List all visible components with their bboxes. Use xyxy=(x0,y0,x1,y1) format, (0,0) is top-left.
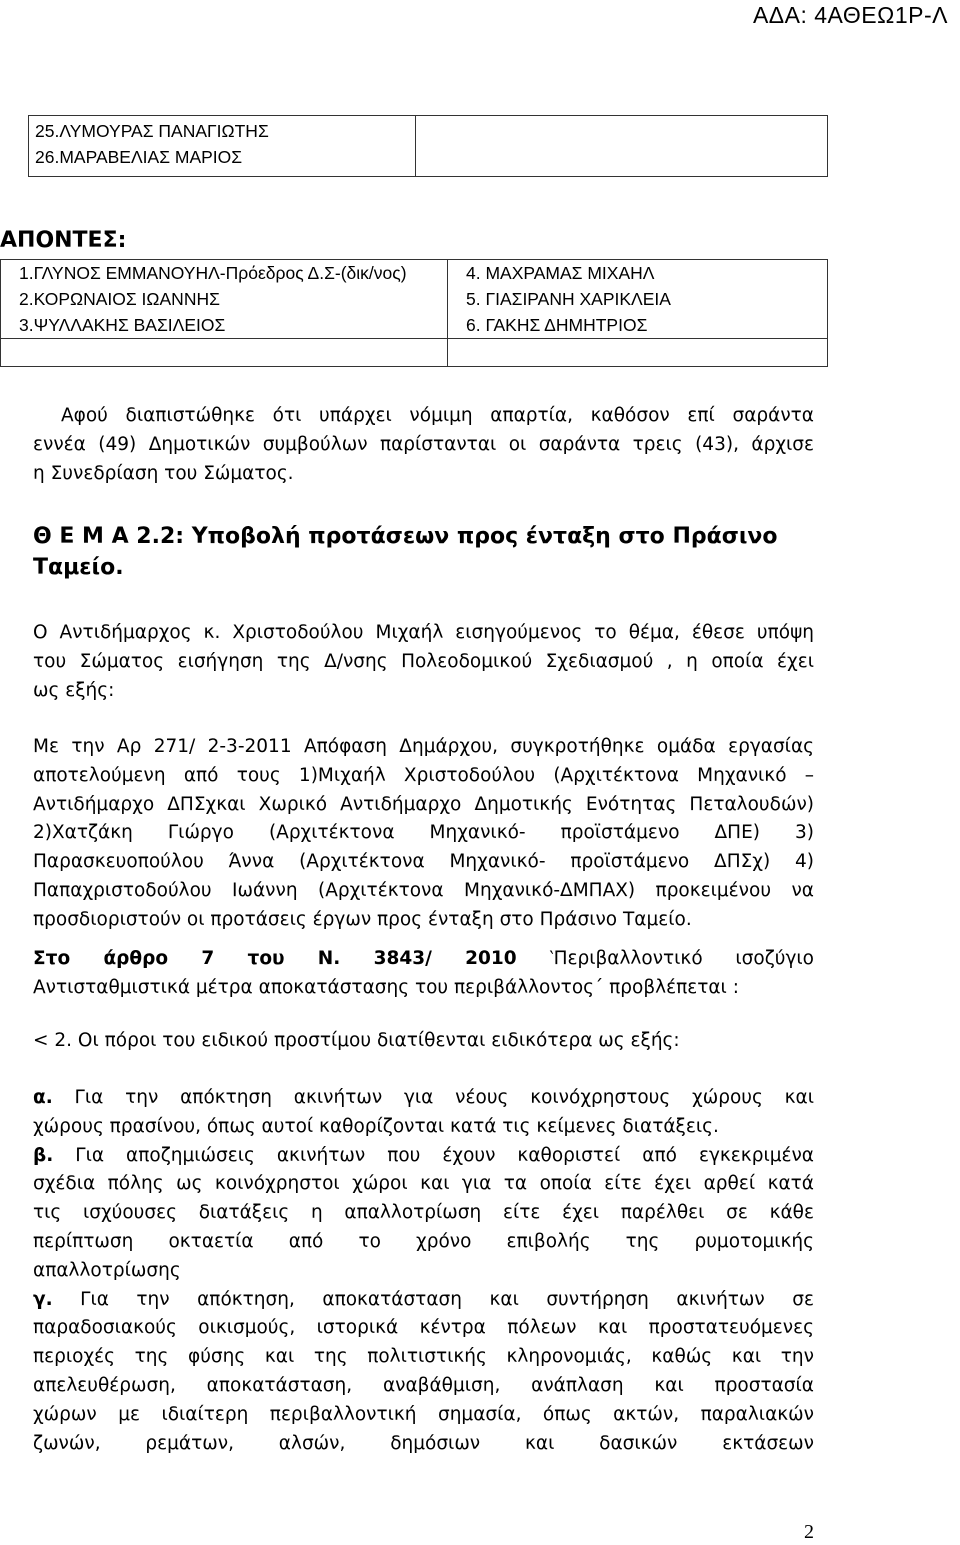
absent-member: 6. ΓΑΚΗΣ ΔΗΜΗΤΡΙΟΣ xyxy=(466,315,648,335)
page-number: 2 xyxy=(804,1521,814,1543)
text-line: περίπτωση οκταετία από το χρόνο επιβολής της ρυμοτομικής xyxy=(33,1230,814,1252)
text-line: παραδοσιακούς οικισμούς, ιστορικά κέντρα πόλεων και προστατευόμενες xyxy=(33,1317,814,1339)
text-line xyxy=(33,1084,814,1113)
present-member: 25.ΛΥΜΟΥΡΑΣ ΠΑΝΑΓΙΩΤΗΣ xyxy=(35,121,269,141)
text-line: Παρασκευοπούλου Άννα (Αρχιτέκτονα Μηχανικό- προϊστάμενο ΔΠΣχ) 4) xyxy=(33,851,814,873)
text-line: απελευθέρωση, αποκατάσταση, αναβάθμιση, ανάπλαση και προστασία xyxy=(33,1374,814,1396)
heading-line: Ταμείο. xyxy=(33,555,124,580)
absent-member: 4. ΜΑΧΡΑΜΑΣ ΜΙΧΑΗΛ xyxy=(466,263,655,283)
resources-paragraph xyxy=(33,1027,814,1056)
absent-member: 5. ΓΙΑΣΙΡΑΝΗ ΧΑΡΙΚΛΕΙΑ xyxy=(466,289,671,309)
text-line: Ο Αντιδήμαρχος κ. Χριστοδούλου Μιχαήλ εισηγούμενος το θέμα, έθεσε υπόψη xyxy=(33,622,814,643)
text-line xyxy=(33,1286,814,1315)
law-reference: Στο άρθρο 7 του Ν. 3843/ 2010 xyxy=(33,948,517,969)
absent-member: 1.ΓΛΥΝΟΣ ΕΜΜΑΝΟΥΗΛ-Πρόεδρος Δ.Σ-(δικ/νος) xyxy=(19,263,407,283)
item-list xyxy=(33,1084,814,1458)
item-text: Για αποζημιώσεις ακινήτων που έχουν καθοριστεί από εγκεκριμένα xyxy=(53,1144,814,1166)
text-line: προσδιοριστούν οι προτάσεις έργων προς ένταξη στο Πράσινο Ταμείο. xyxy=(33,908,692,930)
absent-right-cell xyxy=(448,260,828,339)
text-line xyxy=(33,1142,814,1171)
text-line: Αντισταθμιστικά μέτρα αποκατάστασης του περιβάλλοντος΄ προβλέπεται : xyxy=(33,976,739,998)
item-text: Για την απόκτηση ακινήτων για νέους κοινόχρηστους χώρους και xyxy=(52,1087,814,1108)
text-line: χώρους πρασίνου, όπως αυτοί καθορίζονται κατά τις κείμενες διατάξεις. xyxy=(33,1115,719,1137)
present-member: 26.ΜΑΡΑΒΕΛΙΑΣ ΜΑΡΙΟΣ xyxy=(35,147,243,167)
text-line: τις ισχύουσες διατάξεις η απαλλοτρίωση είτε έχει παρέλθει σε κάθε xyxy=(33,1202,814,1224)
present-members-cell xyxy=(29,116,416,177)
intro-paragraph xyxy=(33,619,814,705)
present-members-table xyxy=(28,115,828,177)
text-line: εννέα (49) Δημοτικών συμβούλων παρίστανται οι σαράντα τρεις (43), άρχισε xyxy=(33,433,814,455)
text-line: Παπαχριστοδούλου Ιωάννη (Αρχιτέκτονα Μηχανικό-ΔΜΠΑΧ) προκειμένου να xyxy=(33,879,814,901)
text-line: Αντιδήμαρχο ΔΠΣχκαι Χωρικό Αντιδήμαρχο Δημοτικής Ενότητας Πεταλουδών) xyxy=(33,793,814,815)
text-line: < 2. Οι πόροι του ειδικού προστίμου διατίθενται ειδικότερα ως εξής: xyxy=(33,1030,680,1051)
text-line xyxy=(33,945,814,974)
absent-member: 3.ΨΥΛΛΑΚΗΣ ΒΑΣΙΛΕΙΟΣ xyxy=(19,315,226,335)
empty-cell xyxy=(448,339,828,367)
absent-members-table xyxy=(0,259,828,367)
empty-cell xyxy=(1,339,448,367)
absent-left-cell xyxy=(1,260,448,339)
text-line: σχέδια πόλης ως κοινόχρηστοι χώροι και για τα οποία είτε έχει αρθεί κατά xyxy=(33,1173,814,1195)
item-text: Για την απόκτηση, αποκατάσταση και συντήρηση ακινήτων σε xyxy=(52,1288,814,1310)
ada-code: ΑΔΑ: 4ΑΘΕΩ1Ρ-Λ xyxy=(752,2,948,28)
absent-title: ΑΠΟΝΤΕΣ: xyxy=(0,228,127,253)
text-line: περιοχές της φύσης και της πολιτιστικής κληρονομιάς, καθώς και την xyxy=(33,1346,814,1368)
empty-cell xyxy=(416,116,828,177)
text-line: αποτελούμενη από τους 1)Μιχαήλ Χριστοδούλου (Αρχιτέκτονα Μηχανικό – xyxy=(33,764,814,786)
item-label-c: γ. xyxy=(33,1288,53,1310)
text-line: ζωνών, ρεμάτων, αλσών, δημόσιων και δασικών εκτάσεων xyxy=(33,1432,814,1454)
item-label-a: α. xyxy=(33,1087,53,1108)
text-line: η Συνεδρίαση του Σώματος. xyxy=(33,462,294,484)
theme-heading xyxy=(33,521,814,583)
text-line: του Σώματος εισήγηση της Δ/νσης Πολεοδομικού Σχεδιασμού , η οποία έχει xyxy=(33,650,814,672)
law-title: ‵Περιβαλλοντικό ισοζύγιο xyxy=(516,948,814,969)
text-line: ως εξής: xyxy=(33,679,115,701)
absent-member: 2.ΚΟΡΩΝΑΙΟΣ ΙΩΑΝΝΗΣ xyxy=(19,289,220,309)
text-line: απαλλοτρίωσης xyxy=(33,1259,181,1281)
text-line: 2)Χατζάκη Γιώργο (Αρχιτέκτονα Μηχανικό- προϊστάμενο ΔΠΕ) 3) xyxy=(33,822,814,844)
item-label-b: β. xyxy=(33,1144,54,1166)
quorum-paragraph xyxy=(33,402,814,488)
text-line: Με την Αρ 271/ 2-3-2011 Απόφαση Δημάρχου, συγκροτήθηκε ομάδα εργασίας xyxy=(33,736,814,757)
text-line: χώρων με ιδιαίτερη περιβαλλοντική σημασία, όπως ακτών, παραλιακών xyxy=(33,1403,814,1425)
law-paragraph xyxy=(33,945,814,1003)
heading-line: Θ Ε Μ Α 2.2: Υποβολή προτάσεων προς ένταξη στο Πράσινο xyxy=(33,524,778,549)
decision-paragraph xyxy=(33,733,814,935)
text-line: Αφού διαπιστώθηκε ότι υπάρχει νόμιμη απαρτία, καθόσον επί σαράντα xyxy=(61,405,814,426)
